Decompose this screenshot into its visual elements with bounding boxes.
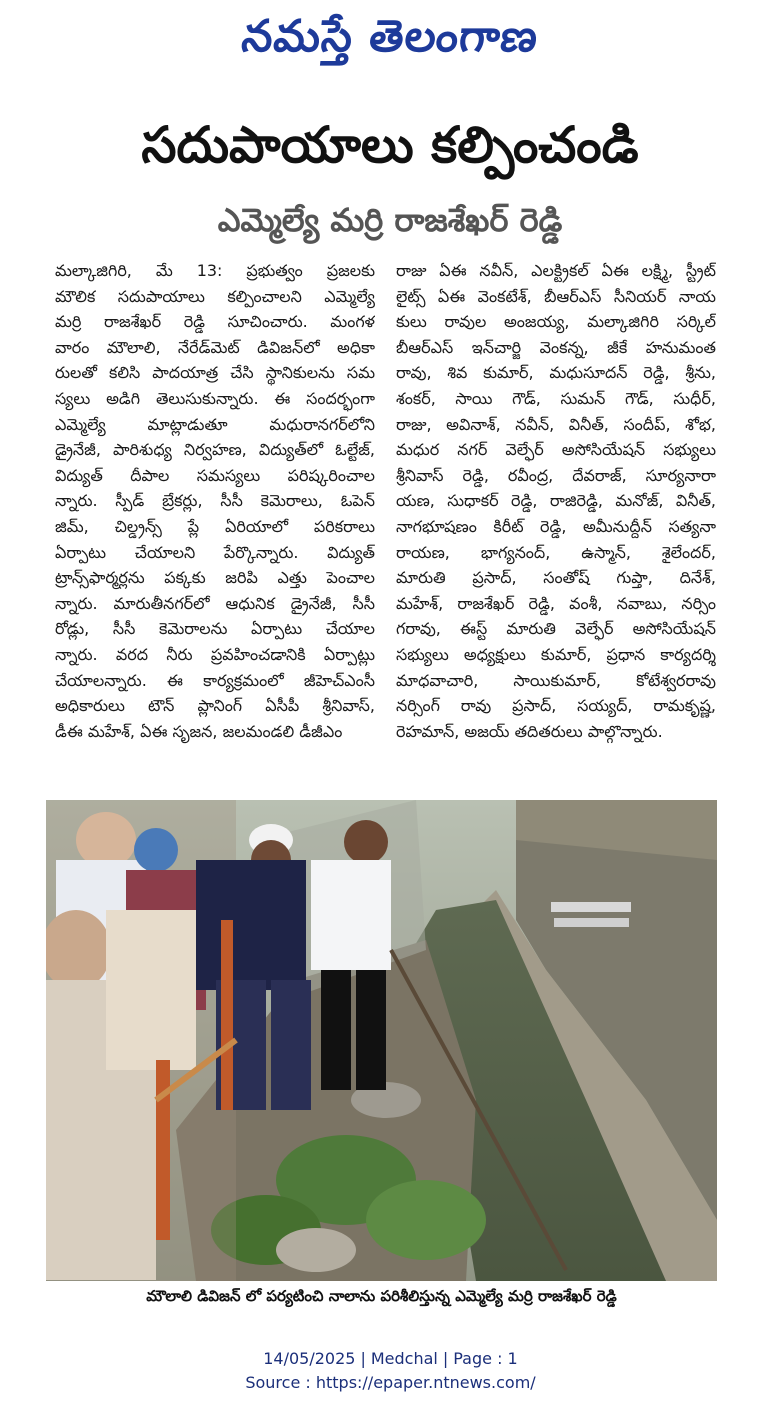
article-line: విద్యుత్ దీపాల సమస్యలు పరిష్కరించాల xyxy=(55,465,375,485)
article-line: గరావు, ఈస్ట్ మారుతి వెల్ఫేర్ అసోసియేషన్ xyxy=(396,619,716,639)
footer-date: 14/05/2025 xyxy=(263,1349,356,1368)
article-photo-image xyxy=(46,800,717,1281)
article-line: ఏర్పాటు చేయాలని పేర్కొన్నారు. విద్యుత్ xyxy=(55,542,375,562)
article-line: నాగభూషణం కిరీట్ రెడ్డి, అమీనుద్దీన్ సత్యనా xyxy=(396,516,716,536)
article-line: వారం మౌలాలి, నేరేడ్‌మెట్ డివిజన్‌లో అధికా xyxy=(55,337,375,357)
footer-source: Source : https://epaper.ntnews.com/ xyxy=(245,1373,536,1392)
article-line: నర్సింగ్ రావు ప్రసాద్, సయ్యద్, రామకృష్ణ, xyxy=(396,696,716,716)
article-line: శ్రీనివాస్ రెడ్డి, రవీంద్ర, దేవరాజ్, సూర్యనారా xyxy=(396,465,716,485)
article-line: మర్రి రాజశేఖర్ రెడ్డి సూచించారు. మంగళ xyxy=(55,312,375,332)
article-line: మధుర నగర్ వెల్ఫేర్ అసోసియేషన్ సభ్యులు xyxy=(396,440,716,460)
photo-caption: మౌలాలి డివిజన్ లో పర్యటించి నాలాను పరిశీలిస్తున్న ఎమ్మెల్యే మర్రి రాజశేఖర్ రెడ్డి xyxy=(146,1287,617,1305)
article-line: అధికారులు టౌన్ ప్లానింగ్ ఏసీపీ శ్రీనివాస్, xyxy=(55,696,375,716)
article-body-left-column xyxy=(55,258,375,788)
article-line: లైట్స్ ఏఈ వెంకటేశ్, బీఆర్ఎస్ సీనియర్ నాయ xyxy=(396,286,716,306)
article-line: న్నారు. మారుతీనగర్‌లో ఆధునిక డ్రైనేజీ, సీసీ xyxy=(55,593,375,613)
article-line: యణ, సుధాకర్ రెడ్డి, రాజిరెడ్డి, మనోజ్, వినీత్, xyxy=(396,491,716,511)
article-line: న్నారు. స్పీడ్ బ్రేకర్లు, సీసీ కెమెరాలు, ఓపెన్ xyxy=(55,491,375,511)
footer-meta xyxy=(0,1347,781,1371)
article-line: డీఈ మహేశ్, ఏఈ సృజన, జలమండలి డీజీఎం xyxy=(55,721,343,741)
footer-page: Page : 1 xyxy=(453,1349,518,1368)
article-line: రాజు, అవినాశ్, నవీన్, వినీత్, సందీప్, శోభ, xyxy=(396,414,716,434)
article-body-right-column xyxy=(396,258,716,788)
article-line: శంకర్, సాయి గౌడ్, సుమన్ గౌడ్, సుధీర్, xyxy=(396,388,716,408)
article-line: రెహమాన్, అజయ్ తదితరులు పాల్గొన్నారు. xyxy=(396,721,663,741)
article-line: మాధవాచారి, సాయికుమార్, కోటేశ్వరరావు xyxy=(396,670,716,690)
article-line: న్నారు. వరద నీరు ప్రవహించడానికి ఏర్పాట్లు xyxy=(55,644,375,664)
footer-separator: | xyxy=(360,1349,366,1368)
article-headline: సదుపాయాలు కల్పించండి xyxy=(141,116,639,174)
article-photo xyxy=(46,800,717,1281)
article-line: జిమ్, చిల్డ్రన్స్ ప్లే ఏరియాలో పరికరాలు xyxy=(55,516,375,536)
article-line: బీఆర్ఎస్ ఇన్‌చార్జి వెంకన్న, జీకే హనుమంత xyxy=(396,337,716,357)
article-line: మహేశ్, రాజశేఖర్ రెడ్డి, వంశీ, నవాబు, నర్సిం xyxy=(396,593,716,613)
masthead-title: నమస్తే తెలంగాణ xyxy=(239,11,542,62)
article-line: మారుతి ప్రసాద్, సంతోష్ గుప్తా, దినేశ్, xyxy=(396,568,716,588)
article-line: సభ్యులు అధ్యక్షులు కుమార్, ప్రధాన కార్యదర్శి xyxy=(396,644,716,664)
footer-edition: Medchal xyxy=(370,1349,438,1368)
article-line: చేయాలన్నారు. ఈ కార్యక్రమంలో జీహెచ్ఎంసీ xyxy=(55,670,375,690)
article-subheadline: ఎమ్మెల్యే మర్రి రాజశేఖర్ రెడ్డి xyxy=(217,201,563,239)
article-line: కులు రావుల అంజయ్య, మల్కాజిగిరి సర్కిల్ xyxy=(396,312,716,332)
article-line: మౌలిక సదుపాయాలు కల్పించాలని ఎమ్మెల్యే xyxy=(55,286,375,306)
article-line: మల్కాజిగిరి, మే 13: ప్రభుత్వం ప్రజలకు xyxy=(55,261,375,280)
article-line: స్యలు అడిగి తెలుసుకున్నారు. ఈ సందర్భంగా xyxy=(55,388,375,408)
article-line: రాయణ, భాగ్యనంద్, ఉస్మాన్, శైలేందర్, xyxy=(396,542,716,562)
article-line: రోడ్లు, సీసీ కెమెరాలను ఏర్పాటు చేయాల xyxy=(55,619,375,639)
footer-separator: | xyxy=(442,1349,449,1368)
article-line: ఎమ్మెల్యే మాట్లాడుతూ మధురానగర్‌లోని xyxy=(55,414,375,434)
article-line: రాజు ఏఈ నవీన్, ఎలక్ట్రికల్ ఏఈ లక్ష్మి, స్ట్రీట్ xyxy=(396,261,716,280)
article-line: రులతో కలిసి పాదయాత్ర చేసి స్థానికులను సమ xyxy=(55,363,375,383)
article-line: రావు, శివ కుమార్, మధుసూదన్ రెడ్డి, శ్రీను, xyxy=(396,363,716,383)
article-line: డ్రైనేజీ, పారిశుధ్య నిర్వహణ, విద్యుత్‌లో ఓల్టేజ్, xyxy=(55,440,375,460)
article-line: ట్రాన్స్‌ఫార్మర్లను పక్కకు జరిపి ఎత్తు పెంచాల xyxy=(55,568,375,588)
masthead xyxy=(0,6,781,72)
